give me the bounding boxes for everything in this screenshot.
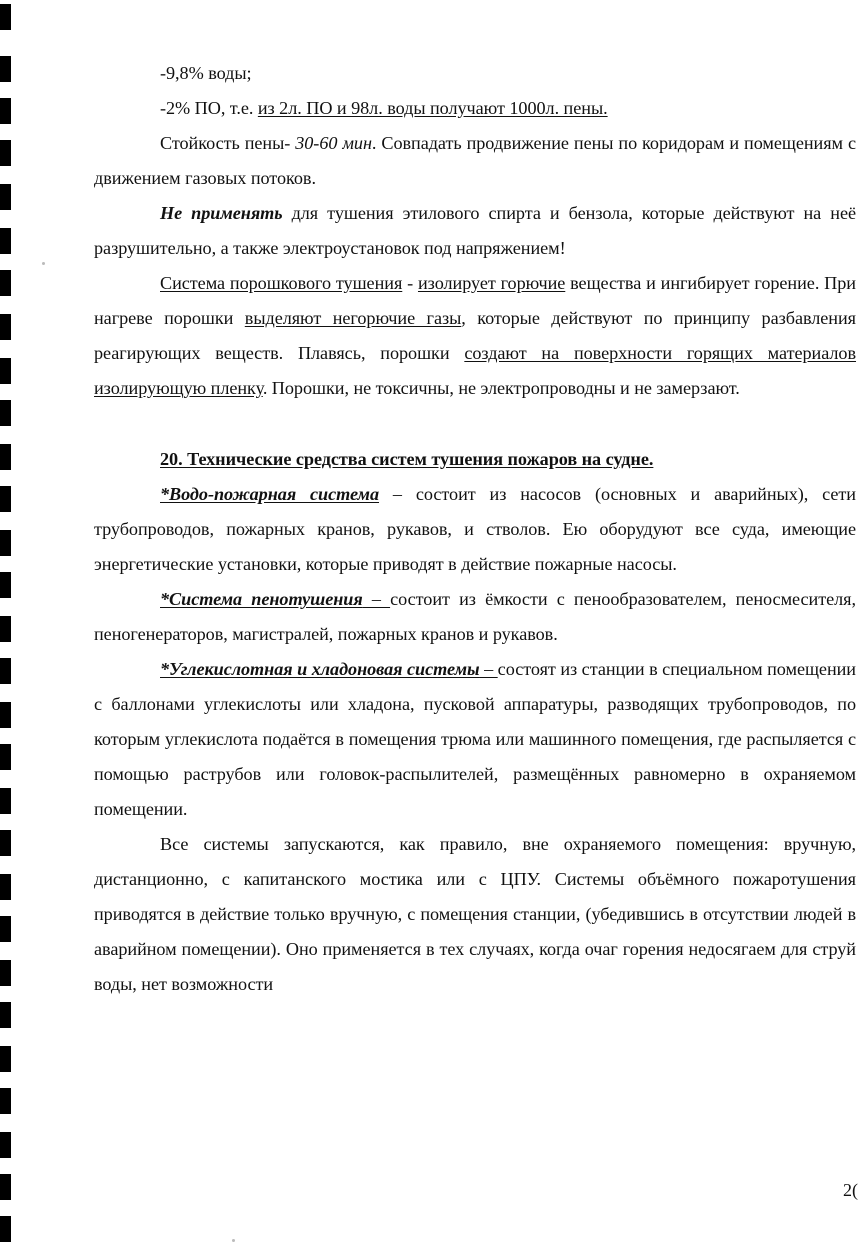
page-number: 2( [843,1180,858,1200]
text-run: Стойкость пены- [160,133,296,153]
binding-hole [0,960,11,986]
page-body [94,56,856,1002]
underlined-text: выделяют негорючие газы [244,308,462,328]
binding-hole [0,56,11,82]
text-run: -2% ПО, т.е. [160,98,258,118]
text-run: - [402,273,418,293]
binding-hole [0,572,11,598]
binding-hole [0,616,11,642]
paragraph-launch [94,827,856,1002]
system-title: *Водо-пожарная система [160,484,380,504]
binding-hole [0,1216,11,1242]
binding-hole [0,270,11,296]
binding-hole [0,658,11,684]
underlined-text: – [479,659,498,679]
underlined-text: из 2л. ПО и 98л. воды получают 1000л. пены. [257,98,608,118]
text-run: состоит из ёмкости с пенообразователем, пеносмесителя, пеногенераторов, магистралей, пожарных кранов и рукавов. [94,589,856,644]
binding-hole [0,1088,11,1114]
binding-hole [0,140,11,166]
text-run: . Совпадать продвижение пены по коридорам и помещениям с движением газовых потоков. [94,133,856,188]
underlined-text: создают на поверхности горящих материалов изолирующую пленку [94,343,857,398]
binding-hole [0,444,11,470]
text-run: , которые действуют по принципу разбавления реагирующих веществ. Плавясь, порошки [94,308,856,363]
italic-text: 30-60 мин [295,133,372,153]
system-title: *Система пенотушения [160,589,363,609]
underlined-text: изолирует горючие [417,273,566,293]
paragraph-foam-ratio [94,91,856,126]
binding-hole [0,1174,11,1200]
paragraph-water-system [94,477,856,582]
binding-hole [0,1046,11,1072]
scan-speck [42,262,45,265]
binding-hole [0,98,11,124]
text-run: . Порошки, не токсичны, не электропроводны и не замерзают. [262,378,740,398]
text-run: – состоит из насосов (основных и аварийных), сети трубопроводов, пожарных кранов, рукавов, и стволов. Ею оборудуют все суда, имеющие энергетические установки, которые приводят в действие пожарные насосы. [94,484,856,574]
system-title: *Углекислотная и хладоновая системы [160,659,480,679]
text-run: вещества и ингибирует горение. При нагреве порошки [94,273,856,328]
binding-hole [0,702,11,728]
bold-italic-text: Не применять [160,203,283,223]
binding-hole [0,358,11,384]
binding-hole [0,788,11,814]
text-run: состоят из станции в специальном помещении с баллонами углекислоты или хладона, пусковой аппаратуры, разводящих трубопроводов, по которым углекислота подаётся в помещения трюма или машинного помещения, где распыляется с помощью раструбов или головок-распылителей, размещённых равномерно в охраняемом помещении. [94,659,856,819]
paragraph-co2-system [94,652,856,827]
binding-hole [0,830,11,856]
binding-hole [0,1002,11,1028]
paragraph-foam-stability [94,126,856,196]
text-run: для тушения этилового спирта и бензола, которые действуют на неё разрушительно, а также электроустановок под напряжением! [94,203,856,258]
paragraph-powder-system [94,266,856,406]
section-heading [94,442,856,477]
paragraph-foam-system [94,582,856,652]
binding-hole [0,184,11,210]
binding-holes [0,0,16,1251]
paragraph-water-percent [94,56,856,91]
binding-hole [0,228,11,254]
underlined-text: – [362,589,391,609]
paragraph-do-not-use [94,196,856,266]
underlined-text: Система порошкового тушения [160,273,403,293]
binding-hole [0,314,11,340]
binding-hole [0,486,11,512]
binding-hole [0,874,11,900]
scan-speck [232,1239,235,1242]
binding-hole [0,4,11,30]
text-run: Все системы запускаются, как правило, вне охраняемого помещения: вручную, дистанционно, с капитанского мостика или с ЦПУ. Системы объёмного пожаротушения приводятся в действие только вручную, с помещения станции, (убедившись в отсутствии людей в аварийном помещении). Оно применяется в тех случаях, когда очаг горения недосягаем для струй воды, нет возможности [94,834,856,994]
binding-hole [0,1132,11,1158]
binding-hole [0,916,11,942]
binding-hole [0,400,11,426]
text-line: -9,8% воды; [160,63,252,83]
binding-hole [0,530,11,556]
binding-hole [0,744,11,770]
heading-text: 20. Технические средства систем тушения пожаров на судне. [160,449,654,469]
